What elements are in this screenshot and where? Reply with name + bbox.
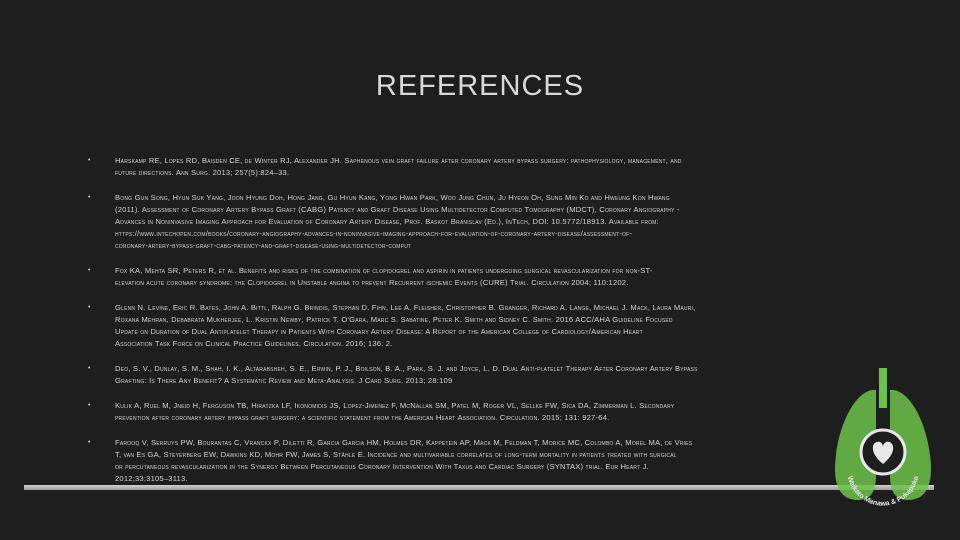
bullet: • bbox=[88, 157, 91, 164]
bullet: • bbox=[88, 439, 91, 446]
reference-item bbox=[88, 155, 858, 179]
bullet: • bbox=[88, 402, 91, 409]
reference-item bbox=[88, 437, 858, 485]
reference-text: Farooq V, Serruys PW, Bourantas C, Vranckx P, Diletti R, Garcia Garcia HM, Holmes DR, Kappetein AP, Mack M, Feldman T, Morice MC, Colombo A, Morel MA, de Vries T, van Es GA, Steyerberg EW, Dawkins KD, Mohr FW, James S, Ståhle E. Incidence and multivariable correlates of long-term mortality in patients treated with surgical or percutaneous revascularization in the Synergy Between Percutaneous Coronary Intervention With Taxus and Cardiac Surgery (SYNTAX) trial. Eur Heart J. 2012;33:3105–3113. bbox=[115, 438, 693, 483]
reference-item bbox=[88, 302, 858, 350]
bullet: • bbox=[88, 267, 91, 274]
footer-divider bbox=[24, 485, 934, 490]
reference-text: Harskamp RE, Lopes RD, Baisden CE, de Winter RJ, Alexander JH. Saphenous vein graft failure after coronary artery bypass surgery: pathophysiology, management, and future directions. Ann Surg. 2013; 257(5):824–33. bbox=[115, 156, 682, 177]
bullet: • bbox=[88, 304, 91, 311]
waikato-lungs-logo-icon bbox=[828, 360, 938, 530]
reference-text: Kulik A, Ruel M, Jneid H, Ferguson TB, Hiratzka LF, Ikonomidis JS, Lopez-Jimenez F, McNallan SM, Patel M, Roger VL, Sellke FW, Sica DA, Zimmerman L. Secondary prevention after coronary artery bypass graft surgery: a scientific statement from the American Heart Association. Circulation. 2015; 131: 927-64. bbox=[115, 401, 675, 422]
reference-text: Glenn N. Levine, Eric R. Bates, John A. Bittl, Ralph G. Brindis, Stephan D. Fihn, Lee A. Fleisher, Christopher B. Granger, Richard A. Lange, Michael J. Mack, Laura Mauri, Roxana Mehran, Debabrata Mukherjee, L. Kristin Newby, Patrick T. O'Gara, Marc S. Sabatine, Peter K. Smith and Sidney C. Smith. 2016 ACC/AHA Guideline Focused Update on Duration of Dual Antiplatelet Therapy in Patients With Coronary Artery Disease: A Report of the American College of Cardiology/American Heart Association Task Force on Clinical Practice Guidelines. Circulation. 2016; 136: 2. bbox=[115, 303, 696, 348]
reference-item bbox=[88, 192, 858, 252]
reference-text: Deo, S. V., Dunlay, S. M., Shah, I. K., Altarabsheh, S. E., Erwin, P. J., Boilson, B. A., Park, S. J. and Joyce, L. D. Dual Anti-platelet Therapy After Coronary Artery Bypass Grafting: Is There Any Benefit? A Systematic Review and Meta-Analysis. J Card Surg. 2013; 28:109 bbox=[115, 364, 698, 385]
bullet: • bbox=[88, 365, 91, 372]
reference-item bbox=[88, 363, 858, 387]
logo-text: Waikato Manawa & Pukapuka bbox=[845, 475, 921, 508]
reference-text: Bong Gun Song, Hyun Suk Yang, Joon Hyung Doh, Hong Jang, Gu Hyun Kang, Yong Hwan Park, Woo Jung Chun, Ju Hyeon Oh, Sung Min Ko and Hweung Kon Hwang (2011). Assessment of Coronary Artery Bypass Graft (CABG) Patency and Graft Disease Using Multidetector Computed Tomography (MDCT), Coronary Angiography - Advances in Noninvasive Imaging Approach for Evaluation of Coronary Artery Disease, Prof. Baskot Branislav (Ed.), InTech, DOI: 10.5772/18913. Available from: https://www.intechopen.com/books/coronary-angiography-advances-in-noninvasive-imaging-approach-for-evaluation-of-coronary-artery-disease/assessment-of- coronary-artery-bypass-graft-cabg-patency-and-graft-disease-using-multidetector-comput bbox=[115, 193, 680, 250]
bullet: • bbox=[88, 194, 91, 201]
reference-item bbox=[88, 265, 858, 289]
slide-title: REFERENCES bbox=[375, 70, 585, 102]
reference-item bbox=[88, 400, 858, 424]
reference-list bbox=[88, 155, 858, 485]
reference-text: Fox KA, Mehta SR, Peters R, et al. Benefits and risks of the combination of clopidogrel and aspirin in patients undergoing surgical revascularization for non-ST- elevation acute coronary syndrome: the Clopidogrel in Unstable angina to prevent Recurrent ischemic Events (CURE) Trial. Circulation 2004; 110:1202. bbox=[115, 266, 653, 287]
